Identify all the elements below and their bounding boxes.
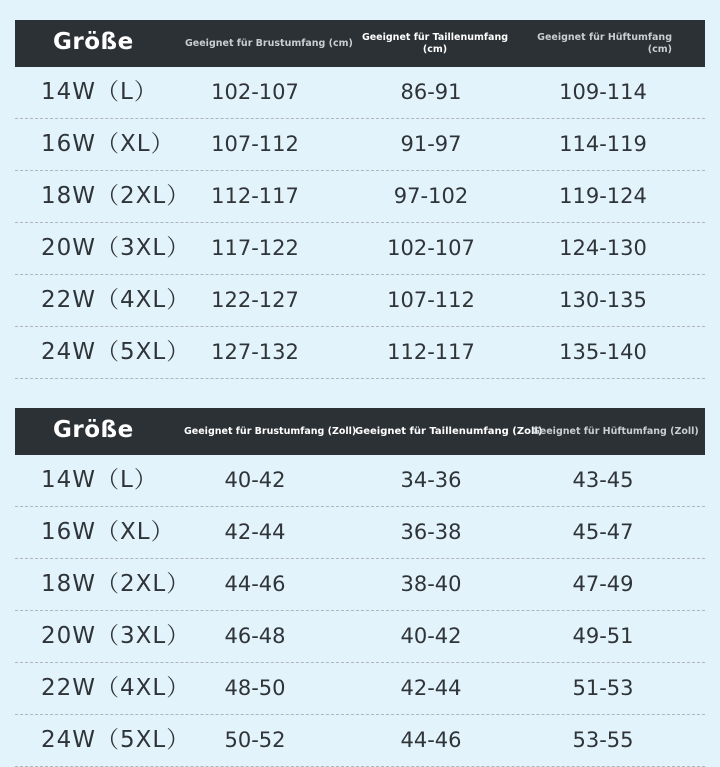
- waist-cell: 86-91: [400, 80, 462, 104]
- hip-cell: 49-51: [572, 624, 634, 648]
- hip-cell: 45-47: [572, 520, 634, 544]
- table-row: [15, 507, 705, 559]
- waist-cell: 40-42: [400, 624, 462, 648]
- waist-cell: 42-44: [400, 676, 462, 700]
- size-cell: 24W（5XL）: [41, 727, 191, 753]
- header-waist-line2: (cm): [422, 44, 448, 55]
- size-cell: 14W（L）: [41, 467, 158, 493]
- chest-cell: 42-44: [224, 520, 286, 544]
- table-row: [15, 275, 705, 327]
- hip-cell: 109-114: [559, 80, 647, 104]
- header-waist-line1: Geeignet für Taillenumfang: [361, 32, 509, 43]
- table-row: [15, 611, 705, 663]
- hip-cell: 47-49: [572, 572, 634, 596]
- table-row: [15, 223, 705, 275]
- waist-cell: 38-40: [400, 572, 462, 596]
- waist-cell: 34-36: [400, 468, 462, 492]
- header-chest-label: Geeignet für Brustumfang (cm): [185, 38, 353, 49]
- header-chest-label: Geeignet für Brustumfang (Zoll): [184, 426, 357, 437]
- size-table-cm: [15, 20, 705, 379]
- header-hip-label: [535, 32, 672, 56]
- size-table-inch: [15, 408, 705, 767]
- waist-cell: 97-102: [393, 184, 469, 208]
- table-row: [15, 559, 705, 611]
- header-size-label: Größe: [53, 29, 134, 55]
- chest-cell: 46-48: [224, 624, 286, 648]
- chest-cell: 117-122: [211, 236, 299, 260]
- waist-cell: 102-107: [387, 236, 475, 260]
- size-cell: 14W（L）: [41, 79, 158, 105]
- hip-cell: 130-135: [559, 288, 647, 312]
- hip-cell: 114-119: [559, 132, 647, 156]
- waist-cell: 36-38: [400, 520, 462, 544]
- waist-cell: 107-112: [387, 288, 475, 312]
- chest-cell: 107-112: [211, 132, 299, 156]
- waist-cell: 44-46: [400, 728, 462, 752]
- hip-cell: 135-140: [559, 340, 647, 364]
- table-row: [15, 455, 705, 507]
- table-row: [15, 663, 705, 715]
- hip-cell: 53-55: [572, 728, 634, 752]
- size-cell: 22W（4XL）: [41, 675, 191, 701]
- size-cell: 20W（3XL）: [41, 623, 191, 649]
- chest-cell: 112-117: [211, 184, 299, 208]
- header-hip-line2: (cm): [647, 44, 672, 55]
- table-row: [15, 67, 705, 119]
- hip-cell: 124-130: [559, 236, 647, 260]
- chest-cell: 50-52: [224, 728, 286, 752]
- chest-cell: 40-42: [224, 468, 286, 492]
- header-hip-line1: Geeignet für Hüftumfang: [537, 32, 672, 43]
- header-size-label: Größe: [53, 417, 134, 443]
- table-header: [15, 20, 705, 67]
- chest-cell: 48-50: [224, 676, 286, 700]
- size-cell: 18W（2XL）: [41, 571, 191, 597]
- table-row: [15, 171, 705, 223]
- size-cell: 20W（3XL）: [41, 235, 191, 261]
- size-cell: 18W（2XL）: [41, 183, 191, 209]
- table-row: [15, 327, 705, 379]
- waist-cell: 91-97: [400, 132, 462, 156]
- size-cell: 24W（5XL）: [41, 339, 191, 365]
- hip-cell: 43-45: [572, 468, 634, 492]
- table-row: [15, 715, 705, 767]
- chest-cell: 44-46: [224, 572, 286, 596]
- chest-cell: 122-127: [211, 288, 299, 312]
- header-waist-label: Geeignet für Taillenumfang (Zoll): [355, 426, 543, 437]
- table-header: [15, 408, 705, 455]
- header-waist-label: [355, 32, 515, 56]
- header-hip-label: Geeignet für Hüftumfang (Zoll): [532, 426, 699, 437]
- size-cell: 16W（XL）: [41, 131, 175, 157]
- waist-cell: 112-117: [387, 340, 475, 364]
- hip-cell: 51-53: [572, 676, 634, 700]
- chest-cell: 127-132: [211, 340, 299, 364]
- chest-cell: 102-107: [211, 80, 299, 104]
- size-cell: 16W（XL）: [41, 519, 175, 545]
- hip-cell: 119-124: [559, 184, 647, 208]
- table-row: [15, 119, 705, 171]
- size-cell: 22W（4XL）: [41, 287, 191, 313]
